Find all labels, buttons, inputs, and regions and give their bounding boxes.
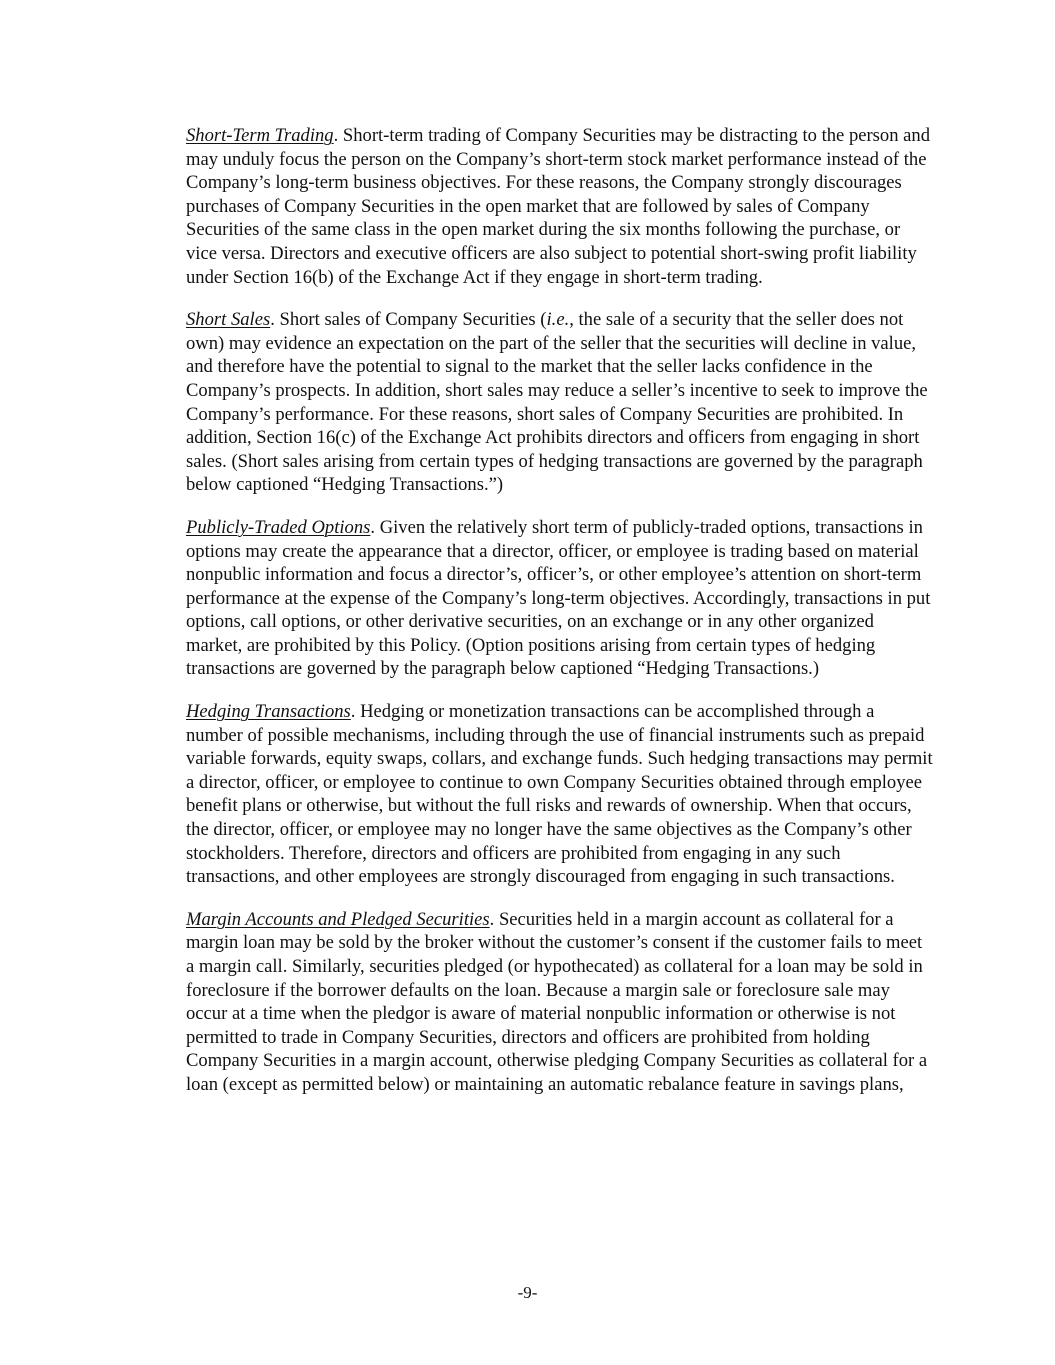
caption-short-sales: Short Sales <box>186 309 271 331</box>
paragraph-text: . Short-term trading of Company Securities may be distracting to the person and may unduly focus the person on the Company’s short-term stock market performance instead of the Company’s long-term business objectives. For these reasons, the Company strongly discourages purchases of Company Securities in the open market that are followed by sales of Company Securities of the same class in the open market during the six months following the purchase, or vice versa. Directors and executive officers are also subject to potential short-swing profit liability under Section 16(b) of the Exchange Act if they engage in short-term trading. <box>186 125 931 288</box>
document-body <box>186 124 934 1116</box>
paragraph-short-term-trading <box>186 124 934 289</box>
paragraph-text: . Securities held in a margin account as collateral for a margin loan may be sold by the broker without the customer’s consent if the customer fails to meet a margin call. Similarly, securities pledged (or hypothecated) as collateral for a loan may be sold in foreclosure if the borrower defaults on the loan. Because a margin sale or foreclosure sale may occur at a time when the pledgor is aware of material nonpublic information or otherwise is not permitted to trade in Company Securities, directors and officers are prohibited from holding Company Securities in a margin account, otherwise pledging Company Securities as collateral for a loan (except as permitted below) or maintaining an automatic rebalance feature in savings plans, <box>186 908 928 1095</box>
paragraph-text: . Hedging or monetization transactions can be accomplished through a number of possible mechanisms, including through the use of financial instruments such as prepaid variable forwards, equity swaps, collars, and exchange funds. Such hedging transactions may permit a director, officer, or employee to continue to own Company Securities obtained through employee benefit plans or otherwise, but without the full risks and rewards of ownership. When that occurs, the director, officer, or employee may no longer have the same objectives as the Company’s other stockholders. Therefore, directors and officers are prohibited from engaging in any such transactions, and other employees are strongly discouraged from engaging in such transactions. <box>186 701 933 888</box>
paragraph-text-lead: . Short sales of Company Securities ( <box>270 309 547 331</box>
paragraph-short-sales <box>186 308 934 497</box>
paragraph-hedging-transactions <box>186 700 934 889</box>
paragraph-text: , the sale of a security that the seller does not own) may evidence an expectation on the part of the seller that the securities will decline in value, and therefore have the potential to signal to the market that the seller lacks confidence in the Company’s prospects. In addition, short sales may reduce a seller’s incentive to seek to improve the Company’s performance. For these reasons, short sales of Company Securities are prohibited. In addition, Section 16(c) of the Exchange Act prohibits directors and officers from engaging in short sales. (Short sales arising from certain types of hedging transactions are governed by the paragraph below captioned “Hedging Transactions.”) <box>186 309 928 496</box>
caption-publicly-traded-options: Publicly-Traded Options <box>186 516 371 538</box>
paragraph-text: . Given the relatively short term of publicly-traded options, transactions in options may create the appearance that a director, officer, or employee is trading based on material nonpublic information and focus a director’s, officer’s, or other employee’s attention on short-term performance at the expense of the Company’s long-term objectives. Accordingly, transactions in put options, call options, or other derivative securities, on an exchange or in any other organized market, are prohibited by this Policy. (Option positions arising from certain types of hedging transactions are governed by the paragraph below captioned “Hedging Transactions.) <box>186 516 931 680</box>
caption-margin-accounts: Margin Accounts and Pledged Securities <box>186 908 490 930</box>
paragraph-margin-accounts <box>186 908 934 1097</box>
paragraph-publicly-traded-options <box>186 516 934 681</box>
caption-short-term-trading: Short-Term Trading <box>186 125 334 146</box>
page-number: -9- <box>517 1283 538 1302</box>
italic-ie: i.e. <box>546 309 570 331</box>
caption-hedging-transactions: Hedging Transactions <box>186 701 351 723</box>
